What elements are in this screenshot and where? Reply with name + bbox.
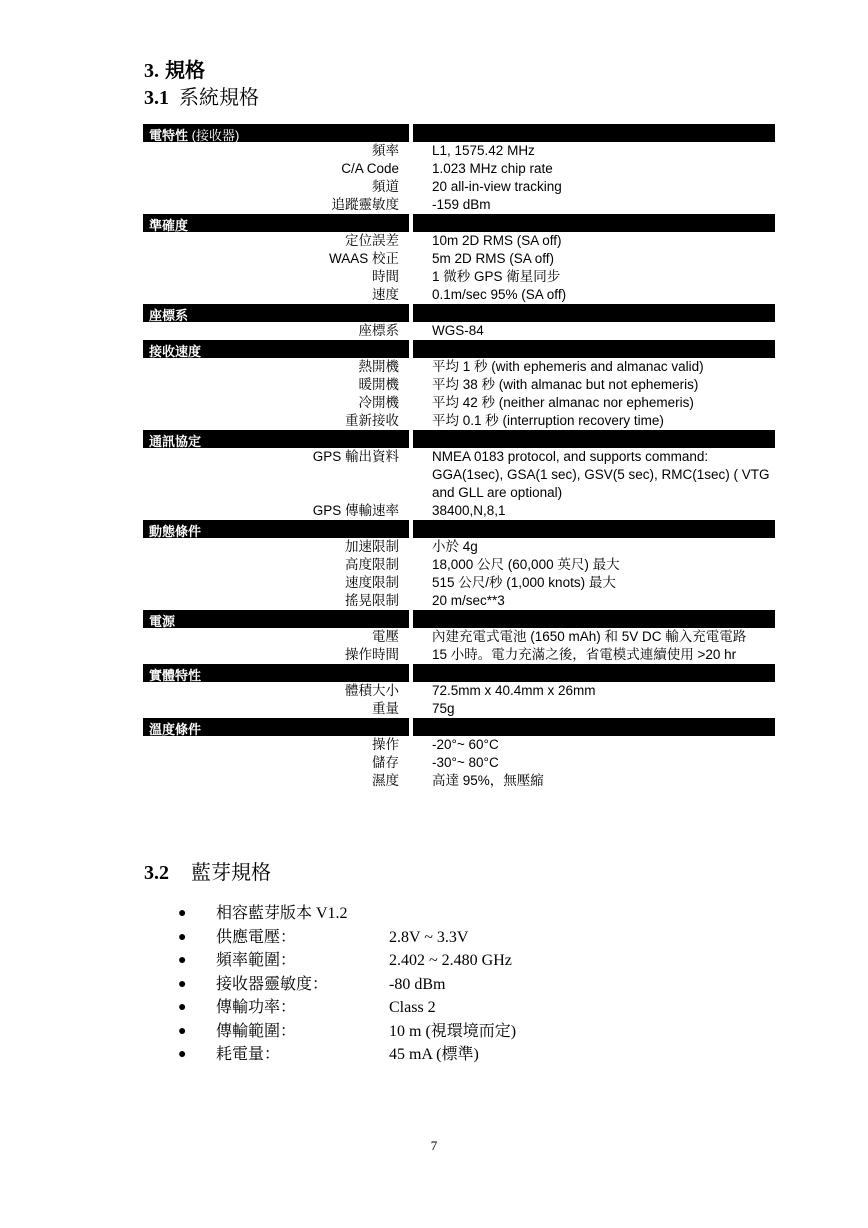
- spec-label: 儲存: [372, 755, 399, 770]
- list-item: [178, 1043, 516, 1067]
- spec-label: 重量: [372, 701, 399, 716]
- section-heading-3: [144, 54, 205, 83]
- section-title-text: 電源: [149, 614, 176, 629]
- item-value: 2.402 ~ 2.480 GHz: [389, 952, 512, 969]
- spec-value: -20°~ 60°C: [432, 737, 499, 752]
- spec-section-header: [143, 340, 775, 358]
- bullet-icon: ●: [178, 976, 187, 992]
- item-label: 供應電壓：: [216, 928, 297, 946]
- spec-value: 平均 38 秒 (with almanac but not ephemeris): [432, 377, 699, 392]
- spec-label: 頻率: [372, 143, 399, 158]
- spec-row: [143, 700, 775, 718]
- spec-row: [143, 628, 775, 646]
- section-heading-3-1: [144, 81, 259, 110]
- spec-value: 15 小時。電力充滿之後，省電模式連續使用 >20 hr: [432, 647, 737, 662]
- section-title: [149, 665, 201, 684]
- bullet-icon: ●: [178, 1000, 187, 1015]
- list-item: [178, 902, 516, 926]
- spec-value: 72.5mm x 40.4mm x 26mm: [432, 683, 596, 698]
- spec-section-header: [143, 718, 775, 736]
- spec-label: 濕度: [372, 773, 399, 788]
- spec-label: 高度限制: [345, 557, 399, 572]
- heading-text: 規格: [165, 60, 205, 82]
- spec-value: -159 dBm: [432, 197, 491, 212]
- bullet-icon: ●: [178, 906, 187, 921]
- spec-row: [143, 448, 775, 502]
- item-label: 相容藍芽版本 V1.2: [216, 905, 348, 922]
- header-bar: [143, 610, 409, 628]
- item-value: 2.8V ~ 3.3V: [389, 928, 469, 946]
- spec-row: [143, 232, 775, 250]
- spec-value: 1.023 MHz chip rate: [432, 161, 553, 176]
- header-bar: [413, 520, 775, 538]
- spec-row: [143, 538, 775, 556]
- section-title: [149, 521, 201, 540]
- spec-label: 時間: [372, 269, 399, 284]
- spec-label: GPS 傳輸速率: [312, 503, 399, 518]
- heading-number: 3.: [144, 60, 159, 82]
- heading-text: 藍芽規格: [191, 862, 271, 884]
- spec-row: [143, 772, 775, 790]
- spec-value: WGS-84: [432, 323, 484, 338]
- spec-row: [143, 286, 775, 304]
- spec-label: 加速限制: [345, 539, 399, 554]
- spec-value: 18,000 公尺 (60,000 英尺) 最大: [432, 557, 620, 572]
- header-bar: [413, 664, 775, 682]
- spec-section-header: [143, 304, 775, 322]
- spec-row: [143, 646, 775, 664]
- section-title-text: 電特性: [149, 128, 189, 143]
- spec-row: [143, 556, 775, 574]
- bullet-icon: ●: [178, 953, 187, 968]
- spec-value: 38400,N,8,1: [432, 503, 506, 518]
- spec-value: 10m 2D RMS (SA off): [432, 233, 562, 248]
- spec-row: [143, 754, 775, 772]
- spec-label: 搖晃限制: [345, 593, 399, 608]
- item-value: 10 m (視環境而定): [389, 1022, 517, 1040]
- spec-value: 平均 1 秒 (with ephemeris and almanac valid): [432, 359, 704, 374]
- section-title-text: 通訊協定: [149, 434, 202, 449]
- header-bar: [413, 340, 775, 358]
- bluetooth-spec-list: [178, 902, 516, 1067]
- item-value: Class 2: [389, 999, 436, 1016]
- section-title-text: 動態條件: [149, 524, 202, 539]
- spec-label: 追蹤靈敏度: [331, 197, 399, 212]
- spec-section-header: [143, 520, 775, 538]
- item-label: 耗電量：: [216, 1046, 281, 1063]
- spec-label: 操作: [372, 737, 399, 752]
- item-label: 接收器靈敏度：: [216, 975, 329, 993]
- spec-row: [143, 160, 775, 178]
- section-heading-3-2: [144, 856, 271, 885]
- spec-value: 內建充電式電池 (1650 mAh) 和 5V DC 輸入充電電路: [432, 629, 747, 644]
- spec-row: [143, 412, 775, 430]
- header-bar: [413, 304, 775, 322]
- spec-label: 電壓: [372, 629, 399, 644]
- section-title: [149, 341, 201, 360]
- list-item: [178, 926, 516, 950]
- spec-section-header: [143, 430, 775, 448]
- list-item: [178, 973, 516, 997]
- spec-label: 熱開機: [358, 359, 399, 374]
- spec-row: [143, 142, 775, 160]
- spec-row: [143, 592, 775, 610]
- spec-value: 平均 0.1 秒 (interruption recovery time): [432, 413, 664, 428]
- spec-label: 暖開機: [358, 377, 399, 392]
- spec-section-header: [143, 124, 775, 142]
- section-title-text: 座標系: [149, 308, 189, 323]
- section-subtitle: (接收器): [191, 128, 240, 143]
- section-title-text: 準確度: [149, 218, 189, 233]
- header-bar: [413, 610, 775, 628]
- spec-value: -30°~ 80°C: [432, 755, 499, 770]
- list-item: [178, 1020, 516, 1044]
- spec-value: 0.1m/sec 95% (SA off): [432, 287, 567, 302]
- spec-value: L1, 1575.42 MHz: [432, 143, 535, 158]
- item-label: 傳輸範圍：: [216, 1022, 297, 1040]
- spec-label: 體積大小: [345, 683, 399, 698]
- section-title: [149, 431, 201, 450]
- spec-value: 1 微秒 GPS 衛星同步: [432, 269, 561, 284]
- spec-label: 座標系: [358, 323, 399, 338]
- spec-row: [143, 394, 775, 412]
- section-title: [149, 215, 188, 234]
- item-value: -80 dBm: [389, 975, 446, 993]
- heading-number: 3.1: [144, 87, 169, 109]
- spec-row: [143, 268, 775, 286]
- header-bar: [413, 124, 775, 142]
- list-item: [178, 949, 516, 973]
- header-bar: [413, 214, 775, 232]
- spec-row: [143, 358, 775, 376]
- spec-row: [143, 682, 775, 700]
- spec-row: [143, 502, 775, 520]
- section-title-text: 溫度條件: [149, 722, 202, 737]
- spec-label: C/A Code: [341, 161, 399, 176]
- spec-label: 定位誤差: [345, 233, 399, 248]
- section-title-text: 實體特性: [149, 668, 202, 683]
- section-title: [149, 305, 188, 324]
- section-title: [149, 719, 201, 738]
- spec-value: 20 m/sec**3: [432, 593, 505, 608]
- header-bar: [413, 430, 775, 448]
- section-title: [149, 125, 239, 144]
- spec-section-header: [143, 214, 775, 232]
- section-title-text: 接收速度: [149, 344, 202, 359]
- spec-label: 速度限制: [345, 575, 399, 590]
- heading-number: 3.2: [144, 862, 169, 884]
- spec-section-header: [143, 664, 775, 682]
- header-bar: [413, 718, 775, 736]
- section-title: [149, 611, 175, 630]
- list-item: [178, 996, 516, 1020]
- spec-value: 高達 95%，無壓縮: [432, 773, 544, 788]
- spec-row: [143, 178, 775, 196]
- spec-value: 75g: [432, 701, 455, 716]
- spec-row: [143, 736, 775, 754]
- item-label: 傳輸功率：: [216, 999, 297, 1016]
- spec-row: [143, 376, 775, 394]
- spec-value: 515 公尺/秒 (1,000 knots) 最大: [432, 575, 616, 590]
- spec-label: 頻道: [372, 179, 399, 194]
- system-spec-table: [143, 124, 775, 790]
- spec-label: GPS 輸出資料: [312, 449, 399, 464]
- spec-value: 小於 4g: [432, 539, 478, 554]
- spec-value: 平均 42 秒 (neither almanac nor ephemeris): [432, 395, 694, 410]
- spec-label: 重新接收: [345, 413, 399, 428]
- spec-row: [143, 574, 775, 592]
- spec-row: [143, 322, 775, 340]
- spec-row: [143, 250, 775, 268]
- spec-label: 速度: [372, 287, 399, 302]
- spec-label: 冷開機: [358, 395, 399, 410]
- spec-value: NMEA 0183 protocol, and supports command: GGA(1sec), GSA(1 sec), GSV(5 sec), RMC(1sec) ( VTG and GLL are optional): [432, 449, 770, 500]
- bullet-icon: ●: [178, 1047, 187, 1062]
- bullet-icon: ●: [178, 1023, 187, 1039]
- page-number: 7: [430, 1138, 438, 1153]
- heading-text: 系統規格: [179, 87, 259, 109]
- spec-row: [143, 196, 775, 214]
- bullet-icon: ●: [178, 929, 187, 945]
- spec-label: WAAS 校正: [328, 251, 399, 266]
- spec-section-header: [143, 610, 775, 628]
- item-value: 45 mA (標準): [389, 1046, 479, 1063]
- item-label: 頻率範圍：: [216, 952, 297, 969]
- spec-label: 操作時間: [345, 647, 399, 662]
- spec-value: 5m 2D RMS (SA off): [432, 251, 555, 266]
- spec-value: 20 all-in-view tracking: [432, 179, 562, 194]
